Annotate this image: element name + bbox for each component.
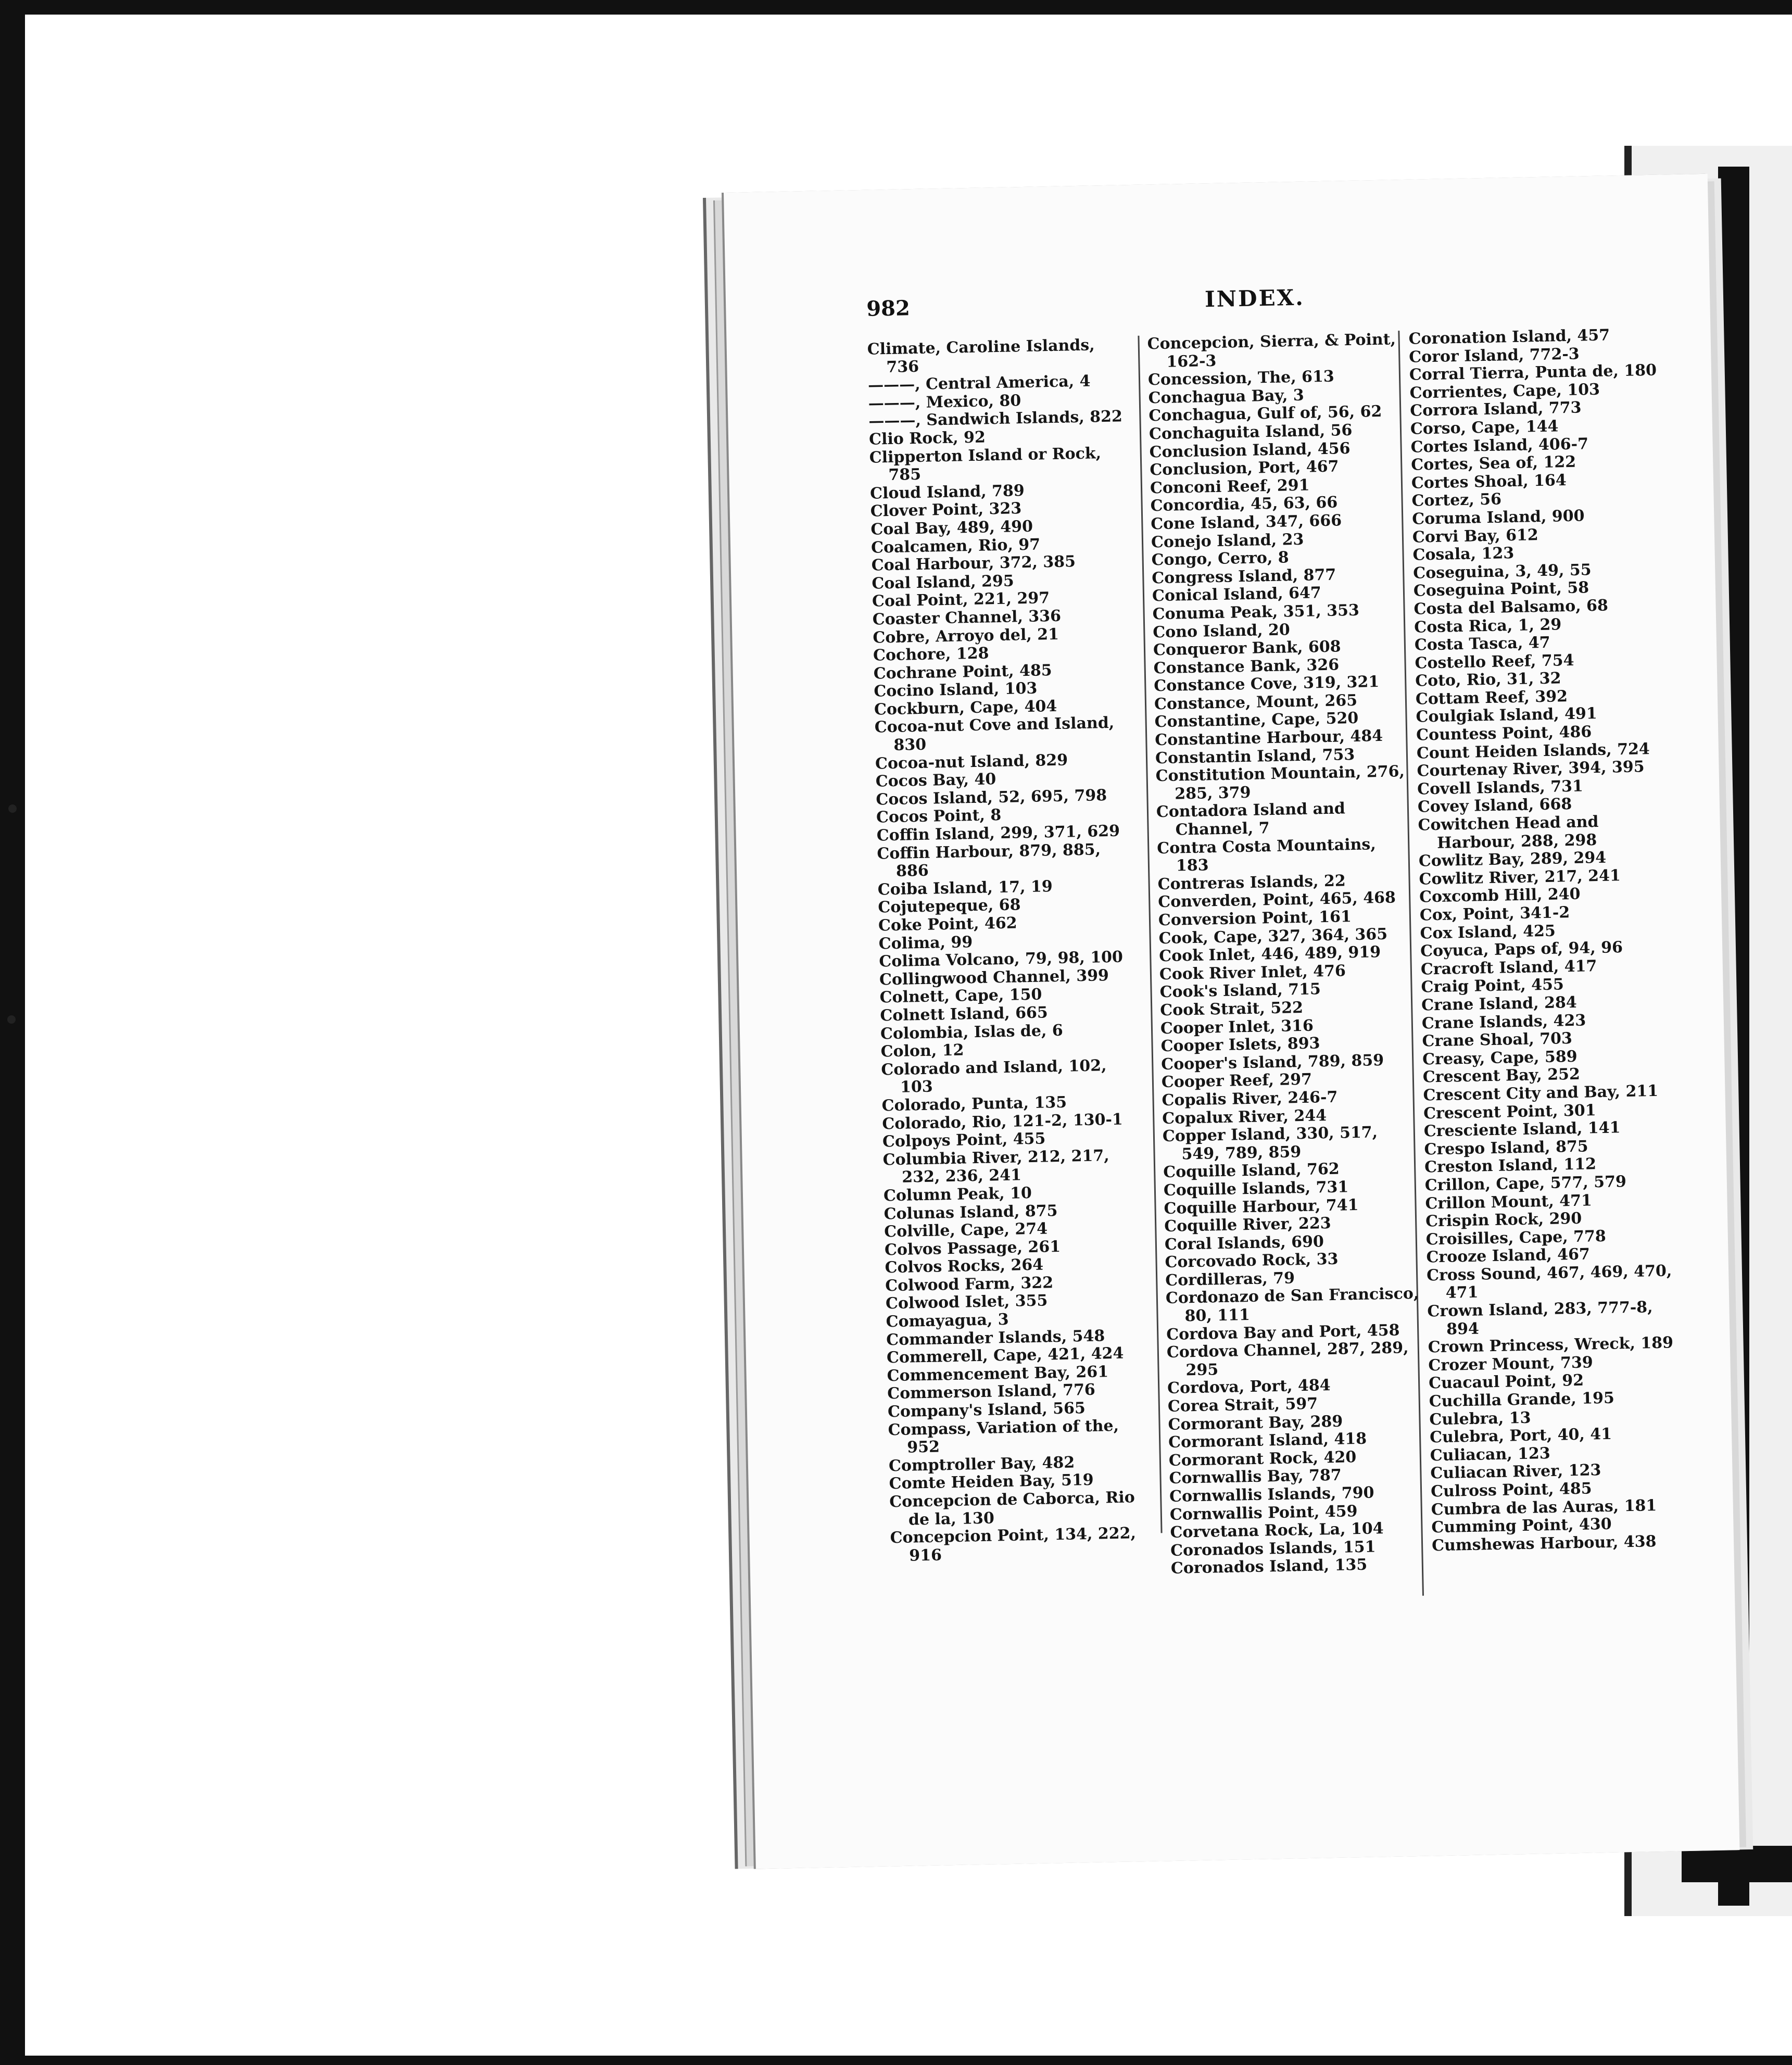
index-entry: Cormorant Rock, 420 [1168,1447,1357,1470]
index-entry: Crane Shoal, 703 [1422,1029,1573,1051]
index-entry: Corvi Bay, 612 [1412,525,1539,547]
index-entry: Corrientes, Cape, 103 [1409,380,1600,402]
index-entry: Coal Island, 295 [872,572,1014,593]
index-entry: Cook's Island, 715 [1159,980,1321,1002]
index-entry: Coquille Island, 762 [1163,1160,1340,1182]
scan-border-left [0,0,25,2065]
index-entry: Climate, Caroline Islands, 736 [867,336,1095,376]
index-entry: Comptroller Bay, 482 [888,1453,1075,1476]
index-entry: Clio Rock, 92 [868,428,986,449]
index-entry: Crillon Mount, 471 [1425,1191,1593,1213]
index-entry: Crillon, Cape, 577, 579 [1424,1172,1627,1195]
scan-speck [8,804,17,813]
index-entry: Cox, Point, 341-2 [1419,903,1570,925]
index-entry: Cloud Island, 789 [869,481,1025,503]
index-entry: Cosala, 123 [1412,544,1515,564]
index-entry: Cone Island, 347, 666 [1151,511,1342,534]
index-entry: Courtenay River, 394, 395 [1417,758,1645,780]
index-entry: Colpoys Point, 455 [882,1129,1046,1151]
index-entry: Coiba Island, 17, 19 [877,877,1053,899]
index-entry: Cook River Inlet, 476 [1159,962,1346,984]
index-entry: Costello Reef, 754 [1415,651,1574,673]
index-entry: ———, Mexico, 80 [868,391,1021,413]
index-entry: Colima, 99 [878,933,973,953]
index-entry: Costa del Balsamo, 68 [1414,596,1609,619]
scan-border-top [0,0,1792,15]
index-entry: Conchagua, Gulf of, 56, 62 [1149,402,1382,425]
index-entry: Crespo Island, 875 [1424,1137,1588,1159]
index-entry: Count Heiden Islands, 724 [1416,739,1650,763]
index-entry: Concepcion Point, 134, 222, 916 [890,1524,1137,1565]
index-column-3 [1408,325,1687,1555]
index-entry: Culebra, 13 [1429,1408,1531,1429]
index-entry: Coulgiak Island, 491 [1416,704,1598,727]
index-entry: Cooper Reef, 297 [1161,1070,1313,1092]
index-entry: Cocoa-nut Island, 829 [875,751,1068,773]
index-entry: Cordova Bay and Port, 458 [1166,1321,1400,1344]
index-entry: ———, Central America, 4 [867,372,1091,395]
index-entry: Coquille Islands, 731 [1163,1178,1349,1200]
index-entry: Cortes Shoal, 164 [1411,471,1567,493]
index-entry: Cuacaul Point, 92 [1428,1371,1584,1393]
index-entry: Cortes Island, 406-7 [1410,434,1589,457]
index-entry: Cracroft Island, 417 [1420,956,1597,979]
index-entry: Corea Strait, 597 [1167,1394,1318,1416]
index-entry: Coror Island, 772-3 [1408,345,1580,367]
index-entry: Company's Island, 565 [887,1399,1086,1421]
index-entry: Cumming Point, 430 [1431,1515,1612,1537]
index-entry: Colon, 12 [880,1041,964,1061]
index-entry: Countess Point, 486 [1416,723,1592,745]
index-entry: Conversion Point, 161 [1158,908,1352,930]
index-entry: Congo, Cerro, 8 [1151,548,1289,570]
index-entry: Cordova, Port, 484 [1167,1376,1331,1398]
index-entry: Cocos Point, 8 [876,806,1002,827]
index-entry: Comayagua, 3 [886,1310,1009,1331]
index-entry: Colvos Passage, 261 [884,1237,1061,1260]
index-entry: Coffin Harbour, 879, 885, 886 [877,840,1101,881]
index-entry: Cormorant Island, 418 [1168,1429,1367,1452]
index-entry: Conqueror Bank, 608 [1153,637,1341,660]
index-entry: Cox Island, 425 [1420,922,1556,943]
index-entry: Culebra, Port, 40, 41 [1429,1425,1612,1447]
index-entry: Cocos Island, 52, 695, 798 [876,786,1107,809]
index-entry: Cross Sound, 467, 469, 470, 471 [1426,1262,1672,1303]
index-entry: Cono Island, 20 [1153,620,1290,641]
index-entry: Cowlitz River, 217, 241 [1419,866,1621,889]
index-entry: Coronados Island, 135 [1170,1556,1368,1578]
index-entry: Cormorant Bay, 289 [1168,1412,1343,1434]
book-binding-bottom [1682,1846,1792,1882]
index-entry: Cottam Reef, 392 [1415,687,1568,709]
index-entry: Contadora Island and Channel, 7 [1156,799,1346,839]
index-entry: Constance Bank, 326 [1153,656,1340,678]
index-entry: Cornwallis Point, 459 [1169,1502,1358,1524]
index-entry: Cook, Cape, 327, 364, 365 [1158,925,1388,948]
index-entry: Cook Strait, 522 [1159,998,1304,1020]
index-entry: Costa Rica, 1, 29 [1414,615,1562,637]
index-entry: Cornwallis Islands, 790 [1169,1483,1374,1506]
index-entry: Constantine Harbour, 484 [1155,726,1383,750]
index-entry: Croisilles, Cape, 778 [1425,1227,1607,1249]
page-number: 982 [866,296,911,321]
index-entry: Coral Islands, 690 [1164,1232,1324,1254]
index-entry: Cojutepeque, 68 [878,896,1021,917]
index-entry: Craig Point, 455 [1421,975,1564,997]
index-entry: Cordova Channel, 287, 289, 295 [1166,1339,1409,1380]
index-entry: Corvetana Rock, La, 104 [1170,1519,1384,1542]
index-entry: Creston Island, 112 [1424,1155,1597,1177]
index-entry: Coalcamen, Rio, 97 [870,535,1041,557]
index-entry: Colnett Island, 665 [880,1003,1049,1025]
index-entry: Coquille River, 223 [1164,1214,1331,1236]
index-entry: Cortez, 56 [1411,490,1502,511]
index-entry: Copalis River, 246-7 [1162,1088,1338,1110]
index-entry: Columbia River, 212, 217, 232, 236, 241 [882,1146,1110,1187]
index-entry: Cumshewas Harbour, 438 [1431,1532,1657,1555]
index-entry: Coke Point, 462 [878,914,1017,935]
index-entry: Converden, Point, 465, 468 [1157,888,1396,912]
index-entry: Cordonazo de San Francisco, 80, 111 [1165,1285,1419,1326]
index-entry: Cowitchen Head and Harbour, 288, 298 [1418,812,1599,852]
index-entry: Culiacan, 123 [1430,1444,1551,1465]
index-entry: Corral Tierra, Punta de, 180 [1409,361,1657,384]
index-entry: Colima Volcano, 79, 98, 100 [879,948,1124,971]
index-entry: Cooper's Island, 789, 859 [1160,1051,1384,1074]
index-entry: Constantine, Cape, 520 [1154,709,1359,732]
index-entry: Crispin Rock, 290 [1425,1209,1582,1231]
index-entry: Culiacan River, 123 [1430,1461,1601,1483]
index-entry: Cresciente Island, 141 [1423,1118,1621,1141]
index-entry: Conclusion, Port, 467 [1150,457,1339,480]
index-column-1 [867,336,1146,1565]
index-entry: Cordilleras, 79 [1165,1269,1295,1290]
index-entry: Crane Islands, 423 [1421,1011,1586,1033]
index-entry: Coto, Rio, 31, 32 [1415,669,1561,690]
index-entry: Clover Point, 323 [870,499,1022,521]
index-entry: Collingwood Channel, 399 [879,966,1109,989]
scan-speck [7,1015,16,1024]
index-entry: Conical Island, 647 [1152,584,1322,606]
index-entry: Concordia, 45, 63, 66 [1150,493,1338,515]
index-entry: Covell Islands, 731 [1417,777,1584,799]
index-entry: Column Peak, 10 [883,1183,1032,1205]
index-entry: Coal Bay, 489, 490 [870,517,1033,539]
index-entry: Congress Island, 877 [1152,565,1336,588]
index-entry: Conejo Island, 23 [1151,530,1304,551]
index-entry: Cuchilla Grande, 195 [1429,1389,1615,1411]
index-entry: Cook Inlet, 446, 489, 919 [1158,943,1381,966]
index-entry: Coronation Island, 457 [1408,326,1610,348]
index-entry: ———, Sandwich Islands, 822 [868,407,1123,431]
index-entry: Compass, Variation of the, 952 [888,1416,1119,1457]
index-entry: Crane Island, 284 [1421,993,1578,1015]
index-entry: Conclusion Island, 456 [1149,439,1351,461]
index-entry: Contreras Islands, 22 [1157,872,1346,894]
index-entry: Coyuca, Paps of, 94, 96 [1420,938,1623,961]
index-column-2 [1147,331,1426,1578]
index-entry: Constance, Mount, 265 [1154,691,1358,714]
index-entry: Commander Islands, 548 [886,1327,1105,1350]
index-entry: Corcovado Rock, 33 [1165,1250,1339,1272]
index-entry: Cochrane Point, 485 [873,661,1052,683]
index-entry: Coal Harbour, 372, 385 [871,552,1076,575]
index-entry: Crown Island, 283, 777-8, 894 [1427,1298,1653,1339]
index-entry: Cowlitz Bay, 289, 294 [1418,848,1607,871]
index-entry: Crescent Bay, 252 [1422,1065,1581,1087]
index-entry: Cocino Island, 103 [874,679,1038,701]
index-entry: Cocoa-nut Cove and Island, 830 [874,714,1115,754]
index-entry: Contra Costa Mountains, 183 [1156,835,1377,875]
index-entry: Cooper Inlet, 316 [1160,1016,1314,1038]
index-entry: Crozer Mount, 739 [1428,1353,1594,1375]
index-entry: Colvos Rocks, 264 [885,1255,1044,1277]
index-entry: Corso, Cape, 144 [1410,417,1559,438]
scan-border-bottom [0,2056,1792,2065]
index-entry: Coal Point, 221, 297 [872,589,1050,611]
index-entry: Conchaguita Island, 56 [1149,421,1353,444]
index-entry: Commerson Island, 776 [887,1381,1096,1403]
index-entry: Coronados Islands, 151 [1170,1538,1376,1560]
index-entry: Costa Tasca, 47 [1414,633,1550,654]
index-entry: Colwood Farm, 322 [885,1274,1054,1295]
index-entry: Cortes, Sea of, 122 [1410,452,1576,474]
index-entry: Colombia, Islas de, 6 [880,1021,1063,1043]
index-entry: Constantin Island, 753 [1155,745,1355,767]
index-entry: Constance Cove, 319, 321 [1154,673,1380,696]
index-entry: Cockburn, Cape, 404 [874,697,1057,719]
index-entry: Colville, Cape, 274 [884,1219,1048,1241]
index-entry: Copalux River, 244 [1162,1106,1327,1128]
index-entry: Clipperton Island or Rock, 785 [869,444,1102,485]
index-entry: Colorado and Island, 102, 103 [881,1056,1107,1097]
index-entry: Covey Island, 668 [1417,795,1572,817]
index-entry: Cornwallis Bay, 787 [1169,1466,1342,1488]
index-entry: Cobre, Arroyo del, 21 [873,625,1059,647]
index-entry: Coffin Island, 299, 371, 629 [876,822,1120,845]
index-entry: Constitution Mountain, 276, 285, 379 [1155,762,1405,803]
index-entry: Corrora Island, 773 [1409,398,1582,421]
index-entry: Concepcion de Caborca, Rio de la, 130 [889,1488,1135,1529]
index-entry: Commencement Bay, 261 [887,1363,1109,1386]
index-entry: Conchagua Bay, 3 [1148,386,1305,408]
index-entry: Crooze Island, 467 [1426,1245,1591,1267]
index-entry: Coseguina Point, 58 [1413,578,1589,601]
index-entry: Cochore, 128 [873,644,989,665]
index-entry: Coruma Island, 900 [1411,507,1585,528]
index-entry: Commerell, Cape, 421, 424 [886,1344,1124,1367]
index-entry: Colorado, Rio, 121-2, 130-1 [882,1110,1124,1134]
index-entry: Culross Point, 485 [1430,1479,1592,1501]
index-entry: Colorado, Punta, 135 [881,1093,1067,1115]
index-entry: Cumbra de las Auras, 181 [1431,1496,1657,1519]
book-page [724,174,1739,1869]
index-entry: Coseguina, 3, 49, 55 [1412,560,1592,583]
index-entry: Cocos Bay, 40 [875,770,996,791]
index-entry: Concession, The, 613 [1147,367,1335,389]
index-entry: Concepcion, Sierra, & Point, 162-3 [1147,330,1396,371]
index-entry: Creasy, Cape, 589 [1422,1047,1578,1069]
index-entry: Colwood Islet, 355 [885,1291,1048,1313]
index-entry: Colunas Island, 875 [884,1201,1058,1223]
index-entry: Crescent City and Bay, 211 [1423,1081,1659,1105]
index-entry: Conuma Peak, 351, 353 [1152,601,1360,624]
index-entry: Coquille Harbour, 741 [1164,1195,1359,1218]
index-entry: Cooper Islets, 893 [1160,1034,1320,1056]
index-entry: Crown Princess, Wreck, 189 [1428,1333,1674,1357]
index-entry: Conconi Reef, 291 [1150,476,1310,498]
index-entry: Coaster Channel, 336 [872,607,1062,629]
index-entry: Colnett, Cape, 150 [879,985,1042,1007]
index-entry: Coxcomb Hill, 240 [1419,885,1581,907]
index-entry: Copper Island, 330, 517, 549, 789, 859 [1162,1123,1378,1164]
index-entry: Comte Heiden Bay, 519 [889,1471,1094,1493]
index-entry: Crescent Point, 301 [1423,1101,1596,1123]
page-title: INDEX. [1204,284,1305,312]
